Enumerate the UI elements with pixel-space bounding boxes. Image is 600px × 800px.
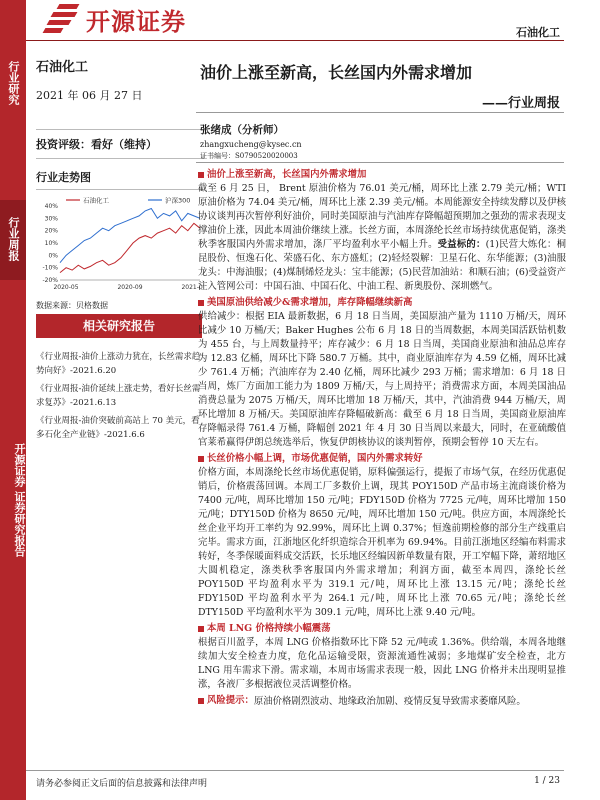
paragraph: 根据百川盈孚，本周 LNG 价格指数环比下降 52 元/吨或 1.36%。供给端，本周各地继续加大安全检查力度，危化品运输受限，资源流通性减弱；多地煤矿安全检查，北方 LNG 用车需求下滑。需求端，本周市场需求表现一般，因此 LNG 价格并未出现明显推涨，各液厂多根据液位灵活调整价格。 xyxy=(198,637,566,690)
related-reports-header: 相关研究报告 xyxy=(36,314,202,338)
sector-name: 石油化工 xyxy=(36,60,89,75)
analyst-name: 张绪成（分析师） xyxy=(200,124,284,136)
legend-label: 石油化工 xyxy=(83,196,109,205)
x-tick-label: 2020-09 xyxy=(117,284,143,291)
side-label-mid: 行业周报 xyxy=(7,217,20,261)
y-tick-label: 40% xyxy=(44,203,58,210)
risk-label: 风险提示： xyxy=(198,694,254,708)
y-tick-label: -10% xyxy=(42,264,58,272)
section-heading: 油价上涨至新高，长丝国内外需求增加 xyxy=(198,168,566,182)
paragraph: 价格方面，本周涤纶长丝市场优惠促销，原料偏强运行，提振了市场气氛，在经历优惠促销后，价格震荡回调。本周工厂多数价上调，现其 POY150D 产品市场主流商谈价格为 7400 元/吨，周环比增加 150 元/吨；FDY150D 价格为 7725 元/吨，周环比增加 150 元/吨；DTY150D 价格为 8650 元/吨，周环比增加 150 元/吨。供应方面，本周涤纶长丝企业平均开工率约为 92.99%，周环比上调 0.37%；恒逸前期检修的部分生产线重启完毕。需求方面，江浙地区化纤织造综合开机率为 69.94%。目前江浙地区经编布料需求转好，冬季保暖面料成交活跃，长乐地区经编因新单数量有限，开工窄幅下降，萧绍地区大圆机稳定，涤类秋季客服国内外需求增加；利润方面，截至本周四，涤纶长丝 POY150D 平均盈利水平为 319.1 元/吨，周环比上涨 13.15 元/吨；涤纶长丝 FDY150D 平均盈利水平为 264.1 元/吨，周环比上涨 70.65 元/吨；涤纶长丝 DTY150D 平均盈利水平为 309.1 元/吨，周环比上涨 9.40 元/吨。 xyxy=(198,467,566,618)
paragraph-text: 截至 6 月 25 日， Brent 原油价格为 76.01 美元/桶，周环比上涨 2.79 美元/桶；WTI 原油价格为 74.04 美元/桶，周环比上涨 2.39 美元/桶。本周能源安全持续发酵以及伊核协议谈判再次暂停利好油价，同时美国原油与汽油库存降幅超预期加之强劲的需求表现支撑油价上涨，因此本周油价继续上涨。长丝方面，本周涤纶长丝市场持续优惠促销，涤类秋季客服国内外需求增加，涤厂平均盈利水平小幅上升。 xyxy=(198,183,566,250)
y-tick-label: 20% xyxy=(44,227,58,235)
y-tick-label: -20% xyxy=(42,277,58,284)
report-subtitle: ——行业周报 xyxy=(481,96,560,111)
risk-paragraph xyxy=(198,692,566,709)
analyst-block xyxy=(200,122,302,161)
section-heading: 美国原油供给减少&需求增加，库存降幅继续新高 xyxy=(198,296,566,310)
side-label-bottom: 开源证券 证券研究报告 xyxy=(13,443,26,557)
picks-text: (1)民营大炼化：桐昆股份、恒逸石化、荣盛石化、东方盛虹；(2)轻烃裂解：卫星石化、东华能源；(3)油服龙头：中海油服；(4)煤制烯烃龙头：宝丰能源；(5)民营加油站：和顺石油；(6)受益资产注入管网公司：中国石油、中国石化、中油工程、新奥股份、深圳燃气。 xyxy=(198,239,566,292)
trend-chart-title: 行业走势图 xyxy=(36,169,204,190)
analyst-cert: 证书编号：S0790520020003 xyxy=(200,152,298,160)
y-tick-label: 30% xyxy=(44,215,58,223)
series-line xyxy=(60,209,200,263)
footer-disclaimer: 请务必参阅正文后面的信息披露和法律声明 xyxy=(36,779,208,789)
section-heading: 本周 LNG 价格持续小幅震荡 xyxy=(198,622,566,636)
related-report-link[interactable]: 《行业周报-油价突破前高站上 70 美元，看多石化全产业链》-2021.6.6 xyxy=(36,416,200,440)
series-line xyxy=(60,223,200,272)
analyst-email[interactable]: zhangxucheng@kysec.cn xyxy=(200,140,302,149)
footer-divider xyxy=(26,770,564,771)
page-number: 1 / 23 xyxy=(534,776,560,786)
brand-logo xyxy=(44,2,186,36)
y-tick-label: 0% xyxy=(48,252,58,260)
report-date: 2021 年 06 月 27 日 xyxy=(36,89,143,102)
page-header xyxy=(0,0,600,44)
risk-text: 原油价格剧烈波动、地缘政治加剧、疫情反复导致需求萎靡风险。 xyxy=(253,696,526,707)
data-source: 数据来源：贝格数据 xyxy=(36,301,108,310)
investment-rating: 投资评级：看好（维持） xyxy=(36,129,204,159)
logo-mark-icon xyxy=(44,4,80,34)
report-title: 油价上涨至新高，长丝国内外需求增加 xyxy=(200,63,473,82)
report-body xyxy=(198,166,566,709)
side-strip xyxy=(0,0,26,800)
analyst-divider xyxy=(196,162,564,163)
picks-label: 受益标的： xyxy=(437,239,486,250)
side-label-top: 行业研究 xyxy=(7,61,20,105)
logo-text: 开源证券 xyxy=(86,7,186,36)
trend-chart-svg xyxy=(36,196,204,296)
header-divider xyxy=(26,40,564,41)
related-report-link[interactable]: 《行业周报-油价上涨动力犹在，长丝需求趋势向好》-2021.6.20 xyxy=(36,352,201,376)
related-reports-list xyxy=(36,350,202,446)
legend-label: 沪深300 xyxy=(165,196,191,205)
paragraph: 供给减少：根据 EIA 最新数据，6 月 18 日当周，美国原油产量为 1110 万桶/天，周环比减少 10 万桶/天；Baker Hughes 公布 6 月 18 日的当周数据，本周美国活跃钻机数为 455 台，与上周数量持平；库存减少：6 月 18 日当周，美国商业原油和油品总库存为 12.83 亿桶，周环比下降 580.7 万桶。其中，商业原油库存为 4.59 亿桶，周环比减少 761.4 万桶；汽油库存为 2.40 亿桶，周环比减少 293 万桶；需求增加：6 月 18 日当周，炼厂方面加工能力为 1809 万桶/天，与上周持平；消费需求方面，本周美国油品消费总量为 2075 万桶/天，周环比增加 18 万桶/天，其中，汽油消费 944 万桶/天，周环比增加 8 万桶/天。美国原油库存降幅破新高：截至 6 月 18 日当周，美国商业原油库存降幅录得 761.4 万桶，降幅创 2021 年 4 月 30 日当周以来最大，同时，在亚硫酸值官莱希赢得伊朗总统选举后，恢复伊朗核协议的谈判暂停，预期会暂停 10 天左右。 xyxy=(198,311,566,448)
left-column xyxy=(36,56,203,311)
y-tick-label: 10% xyxy=(44,240,58,247)
side-highlight xyxy=(0,200,26,280)
x-tick-label: 2020-05 xyxy=(53,284,79,291)
trend-chart xyxy=(36,196,204,296)
title-divider xyxy=(196,112,564,113)
header-sector-tag: 石油化工 xyxy=(516,26,560,39)
related-report-link[interactable]: 《行业周报-油价延续上涨走势，看好长丝需求复苏》-2021.6.13 xyxy=(36,384,201,408)
section-heading: 长丝价格小幅上调，市场优惠促销，国内外需求转好 xyxy=(198,452,566,466)
paragraph xyxy=(198,182,566,294)
x-tick-label: 2021-0 xyxy=(181,284,203,291)
